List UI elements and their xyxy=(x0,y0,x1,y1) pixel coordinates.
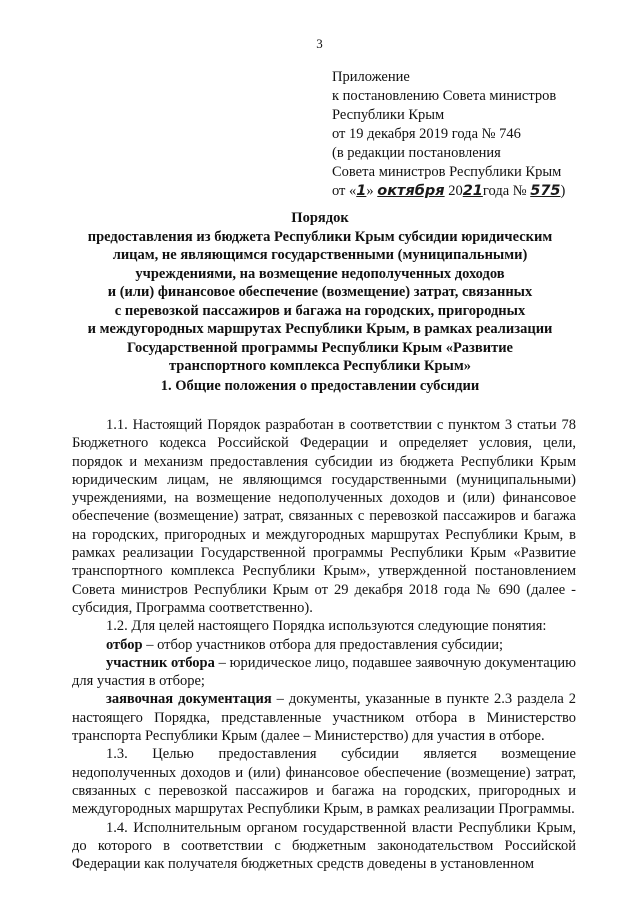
title-line: лицам, не являющимся государственными (муниципальными) xyxy=(112,247,528,263)
title-line: транспортного комплекса Республики Крым» xyxy=(169,358,471,374)
title-line: учреждениями, на возмещение недополученных доходов xyxy=(135,265,505,282)
appendix-block xyxy=(332,68,632,201)
title-heading: Порядок xyxy=(291,210,349,226)
paragraph-1-2: 1.2. Для целей настоящего Порядка используются следующие понятия: xyxy=(106,618,547,635)
paragraph-1-4: 1.4. Исполнительным органом государственной власти Республики Крым, до которого в соответствии с бюджетным законодательством Российской Федерации как получателя бюджетных средств доведены в установленном xyxy=(72,819,576,873)
page-number: 3 xyxy=(316,36,323,51)
date-mid: » xyxy=(366,183,374,199)
title-line: и (или) финансовое обеспечение (возмещение) затрат, связанных xyxy=(107,284,533,300)
title-line: предоставления из бюджета Республики Крым субсидии юридическим xyxy=(87,228,553,245)
title-line: и междугородных маршрутах Республики Крым, в рамках реализации xyxy=(87,321,553,337)
appendix-line: от 19 декабря 2019 года № 746 xyxy=(332,126,521,142)
date-year-a: 20 xyxy=(448,183,463,199)
appendix-line: Совета министров Республики Крым xyxy=(332,164,562,180)
term: участник отбора xyxy=(106,654,215,671)
paragraph-1-1: 1.1. Настоящий Порядок разработан в соответствии с пунктом 3 статьи 78 Бюджетного кодекса Российской Федерации и определяет условия, цели, порядок и механизм предоставления субсидии из бюджета Республики Крым юридическим лицам, не являющимся государственными (муниципальными) учреждениями, на возмещение недополученных доходов и (или) финансовое обеспечение (возмещение) затрат, связанных с перевозкой пассажиров и багажа на городских, пригородных и междугородных маршрутах Республики Крым, в рамках реализации Государственной программы Республики Крым «Развитие транспортного комплекса Республики Крым», утвержденной постановлением Совета министров Республики Крым от 29 декабря 2018 года № 690 (далее - субсидия, Программа соответственно). xyxy=(72,417,576,616)
appendix-line: (в редакции постановления xyxy=(332,145,501,161)
term: заявочная документация xyxy=(106,691,272,708)
definition-zayavochnaya xyxy=(72,690,576,745)
title-line: Государственной программы Республики Крым «Развитие xyxy=(127,339,513,356)
handwritten-month: октября xyxy=(377,183,445,199)
appendix-line: Республики Крым xyxy=(332,107,445,123)
document-title xyxy=(60,209,580,376)
date-close: ) xyxy=(560,183,566,199)
definition-text: – документы, указанные в пункте 2.3 раздела 2 настоящего Порядка, представленные участником отбора в Министерство транспорта Республики Крым (далее – Министерство) для участия в отборе. xyxy=(72,691,576,745)
handwritten-number: 575 xyxy=(530,183,561,199)
appendix-date-line xyxy=(332,182,632,201)
appendix-line: к постановлению Совета министров xyxy=(332,88,557,104)
date-prefix: от « xyxy=(332,183,357,199)
definition-text: – отбор участников отбора для предоставления субсидии; xyxy=(142,636,504,653)
definition-uchastnik xyxy=(72,654,576,691)
section-title: 1. Общие положения о предоставлении субсидии xyxy=(160,378,480,394)
definition-text: – юридическое лицо, подавшее заявочную документацию для участия в отборе; xyxy=(72,654,576,690)
definition-otbor xyxy=(72,636,576,654)
handwritten-year: 21 xyxy=(462,183,483,199)
title-line: с перевозкой пассажиров и багажа на городских, пригородных xyxy=(114,302,526,319)
term: отбор xyxy=(106,636,143,653)
handwritten-day: 1 xyxy=(356,183,367,199)
paragraph-1-3: 1.3. Целью предоставления субсидии является возмещение недополученных доходов и (или) финансовое обеспечение (возмещение) затрат, связанных с перевозкой пассажиров и багажа на городских, пригородных и междугородных маршрутах Республики Крым, в рамках реализации Программы. xyxy=(72,746,576,818)
appendix-line: Приложение xyxy=(332,69,410,85)
document-body xyxy=(72,416,576,873)
date-suffix: года № xyxy=(482,183,527,199)
